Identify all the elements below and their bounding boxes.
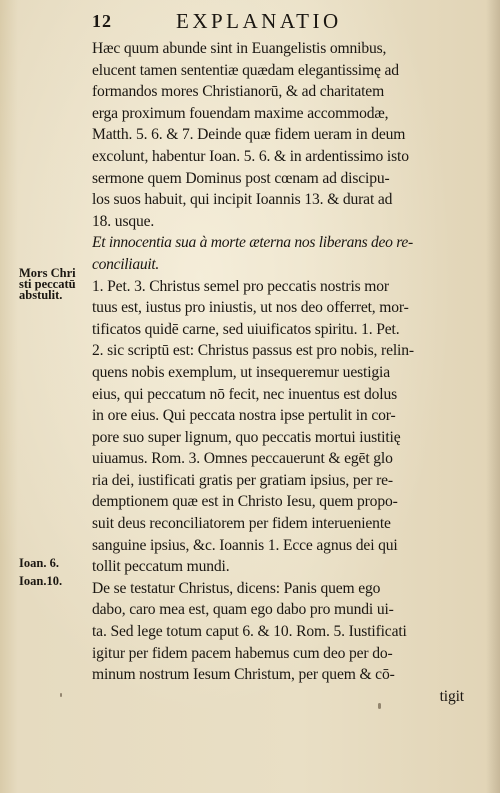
- margin-note-line: sti peccatū: [19, 277, 76, 291]
- catchword: tigit: [439, 687, 464, 705]
- text-line: sanguine ipsius, &c. Ioannis 1. Ecce agnus dei qui: [92, 536, 398, 554]
- text-line: pore suo super lignum, quo peccatis mortui iustitię: [92, 428, 401, 446]
- text-line: in ore eius. Qui peccata nostra ipse pertulit in cor-: [92, 407, 396, 425]
- text-line: igitur per fidem pacem habemus cum deo per do-: [92, 644, 393, 662]
- text-line: ta. Sed lege totum caput 6. & 10. Rom. 5. Iustificati: [92, 623, 407, 641]
- text-line: dabo, caro mea est, quam ego dabo pro mundi ui-: [92, 601, 394, 619]
- margin-note-mors-christi: [19, 268, 76, 301]
- text-line: tollit peccatum mundi.: [92, 558, 230, 576]
- page-number: 12: [92, 11, 112, 31]
- margin-note-ioan-6: Ioan. 6.: [19, 556, 59, 570]
- ink-speck: [60, 693, 62, 697]
- text-line: demptionem quæ est in Christo Iesu, quem propo-: [92, 493, 398, 511]
- margin-note-ioan-10: Ioan.10.: [19, 574, 63, 588]
- text-line: eius, qui peccatum nō fecit, nec inuentus est dolus: [92, 385, 398, 403]
- text-line: erga proximum fouendam maxime accommodæ,: [92, 104, 389, 122]
- text-line: uiuamus. Rom. 3. Omnes peccauerunt & egēt glo: [92, 450, 393, 468]
- text-line: sermone quem Dominus post cœnam ad discipu-: [92, 169, 390, 187]
- margin-note-line: Mors Chri: [19, 266, 76, 280]
- text-line: suit deus reconciliatorem per fidem interueniente: [92, 515, 391, 533]
- text-line: Hæc quum abunde sint in Euangelistis omnibus,: [92, 40, 387, 57]
- text-line: De se testatur Christus, dicens: Panis quem ego: [92, 579, 381, 597]
- ink-speck: [378, 703, 381, 709]
- body-text: [92, 38, 464, 707]
- text-line: excolunt, habentur Ioan. 5. 6. & in ardentissimo isto: [92, 147, 409, 165]
- running-head: EXPLANATIO: [176, 9, 342, 33]
- text-line: tificatos quidē carne, sed uiuificatos spiritu. 1. Pet.: [92, 320, 400, 338]
- text-line: Matth. 5. 6. & 7. Deinde quæ fidem ueram in deum: [92, 126, 406, 144]
- text-line: minum nostrum Iesum Christum, per quem & cō-: [92, 666, 395, 684]
- text-line: 18. usque.: [92, 212, 155, 230]
- margin-note-line: abstulit.: [19, 288, 63, 302]
- text-line: 1. Pet. 3. Christus semel pro peccatis nostris mor: [92, 277, 389, 295]
- italic-heading-line: conciliauit.: [92, 255, 159, 273]
- italic-heading-line: Et innocentia sua à morte æterna nos liberans deo re-: [92, 234, 413, 252]
- text-line: tuus est, iustus pro iniustis, ut nos deo offerret, mor-: [92, 299, 409, 317]
- text-line: formandos mores Christianorū, & ad charitatem: [92, 83, 385, 101]
- text-line: elucent tamen sententiæ quædam elegantissimę ad: [92, 61, 399, 79]
- page-gutter-shadow: [486, 0, 500, 793]
- text-line: ria dei, iustificati gratis per gratiam ipsius, per re-: [92, 471, 393, 489]
- text-line: 2. sic scriptū est: Christus passus est pro nobis, relin-: [92, 342, 414, 360]
- text-line: los suos habuit, qui incipit Ioannis 13. & durat ad: [92, 191, 393, 209]
- text-line: quens nobis exemplum, ut insequeremur uestigia: [92, 363, 390, 381]
